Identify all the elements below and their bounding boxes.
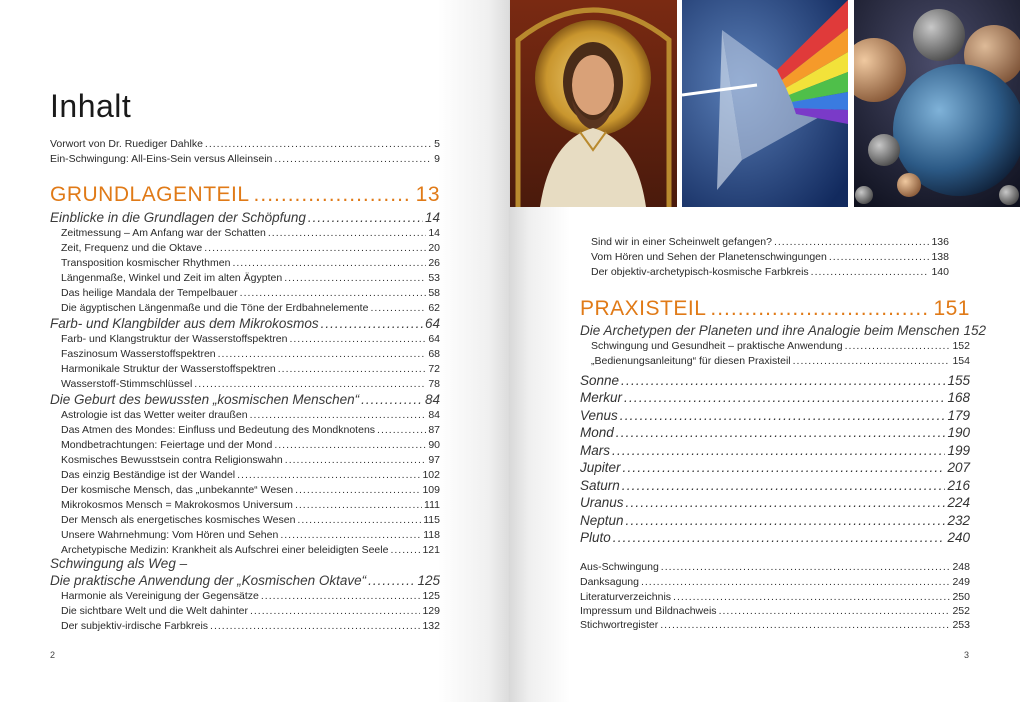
page-title: Inhalt — [50, 88, 132, 124]
toc-entry: Das einzig Beständige ist der Wandel ..... 102 — [61, 468, 440, 482]
toc-entry: Unsere Wahrnehmung: Vom Hören und Sehen ..... 118 — [61, 528, 440, 542]
chapter-heading-line1: Schwingung als Weg – — [50, 556, 188, 571]
planets-image — [854, 0, 1020, 207]
toc-entry: Zeitmessung – Am Anfang war der Schatten ..... 14 — [61, 226, 440, 240]
toc-entry: Harmonikale Struktur der Wasserstoffspektren ..... 72 — [61, 362, 440, 376]
toc-entry: Faszinosum Wasserstoffspektren ..... 68 — [61, 347, 440, 361]
planet-entry-venus: Venus ..... 179 — [580, 407, 970, 425]
chapter-heading: Einblicke in die Grundlagen der Schöpfung ..... 14 — [50, 209, 440, 227]
right-page — [509, 0, 1020, 702]
toc-entry: Danksagung ..... 249 — [580, 575, 970, 589]
chapter-heading: Farb- und Klangbilder aus dem Mikrokosmos ..... 64 — [50, 315, 440, 333]
toc-entry: Mikrokosmos Mensch = Makrokosmos Universum ..... 111 — [61, 498, 440, 512]
planet-entry-merkur: Merkur ..... 168 — [580, 389, 970, 407]
toc-entry: Das heilige Mandala der Tempelbauer ..... 58 — [61, 286, 440, 300]
toc-entry: Der objektiv-archetypisch-kosmische Farbkreis ..... 140 — [591, 265, 949, 279]
toc-entry: Transposition kosmischer Rhythmen ..... 26 — [61, 256, 440, 270]
toc-entry: Der Mensch als energetisches kosmisches Wesen ..... 115 — [61, 513, 440, 527]
toc-entry: Längenmaße, Winkel und Zeit im alten Ägypten ..... 53 — [61, 271, 440, 285]
toc-entry: Archetypische Medizin: Krankheit als Aufschrei einer beleidigten Seele ..... 121 — [61, 543, 440, 557]
planet-entry-mars: Mars ..... 199 — [580, 442, 970, 460]
toc-entry: Mondbetrachtungen: Feiertage und der Mond ..... 90 — [61, 438, 440, 452]
toc-entry: Literaturverzeichnis ..... 250 — [580, 590, 970, 604]
toc-entry: Astrologie ist das Wetter weiter draußen ..... 84 — [61, 408, 440, 422]
left-page — [0, 0, 509, 702]
toc-entry: Der kosmische Mensch, das „unbekannte“ Wesen ..... 109 — [61, 483, 440, 497]
page-number-left: 2 — [50, 650, 56, 660]
toc-entry: Harmonie als Vereinigung der Gegensätze ..... 125 — [61, 589, 440, 603]
toc-entry: Wasserstoff-Stimmschlüssel ..... 78 — [61, 377, 440, 391]
christ-portrait-image — [510, 0, 677, 207]
toc-entry: Impressum und Bildnachweis ..... 252 — [580, 604, 970, 618]
toc-entry-foreword: Vorwort von Dr. Ruediger Dahlke ..... 5 — [50, 137, 440, 151]
page-number-right: 3 — [964, 650, 970, 660]
part-heading-praxisteil: PRAXISTEIL ..... 151 — [580, 296, 970, 322]
toc-entry: Schwingung und Gesundheit – praktische Anwendung ..... 152 — [591, 339, 970, 353]
planet-entry-jupiter: Jupiter ..... 207 — [580, 459, 970, 477]
planet-entry-uranus: Uranus ..... 224 — [580, 494, 970, 512]
prism-rainbow-image — [682, 0, 848, 207]
planet-entry-sonne: Sonne ..... 155 — [580, 372, 970, 390]
planet-entry-mond: Mond ..... 190 — [580, 424, 970, 442]
toc-entry: Die sichtbare Welt und die Welt dahinter ..... 129 — [61, 604, 440, 618]
part-heading-grundlagenteil: GRUNDLAGENTEIL ..... 13 — [50, 182, 440, 208]
toc-entry: Zeit, Frequenz und die Oktave ..... 20 — [61, 241, 440, 255]
toc-entry: Sind wir in einer Scheinwelt gefangen? ..... 136 — [591, 235, 949, 249]
toc-entry: „Bedienungsanleitung“ für diesen Praxisteil ..... 154 — [591, 354, 970, 368]
planet-entry-pluto: Pluto ..... 240 — [580, 529, 970, 547]
chapter-heading: Die praktische Anwendung der „Kosmischen Oktave“ ..... 125 — [50, 572, 440, 590]
planet-entry-saturn: Saturn ..... 216 — [580, 477, 970, 495]
toc-entry: Kosmisches Bewusstsein contra Religionswahn ..... 97 — [61, 453, 440, 467]
chapter-heading: Die Geburt des bewussten „kosmischen Menschen“ ..... 84 — [50, 391, 440, 409]
chapter-heading: Die Archetypen der Planeten und ihre Analogie beim Menschen 152 — [580, 323, 987, 338]
toc-entry: Farb- und Klangstruktur der Wasserstoffspektren ..... 64 — [61, 332, 440, 346]
toc-entry: Aus-Schwingung ..... 248 — [580, 560, 970, 574]
toc-entry-intro: Ein-Schwingung: All-Eins-Sein versus Alleinsein ..... 9 — [50, 152, 440, 166]
toc-entry: Die ägyptischen Längenmaße und die Töne der Erdbahnelemente ..... 62 — [61, 301, 440, 315]
toc-entry: Der subjektiv-irdische Farbkreis ..... 132 — [61, 619, 440, 633]
toc-entry: Stichwortregister ..... 253 — [580, 618, 970, 632]
toc-entry: Das Atmen des Mondes: Einfluss und Bedeutung des Mondknotens ..... 87 — [61, 423, 440, 437]
toc-entry: Vom Hören und Sehen der Planetenschwingungen ..... 138 — [591, 250, 949, 264]
planet-entry-neptun: Neptun ..... 232 — [580, 512, 970, 530]
